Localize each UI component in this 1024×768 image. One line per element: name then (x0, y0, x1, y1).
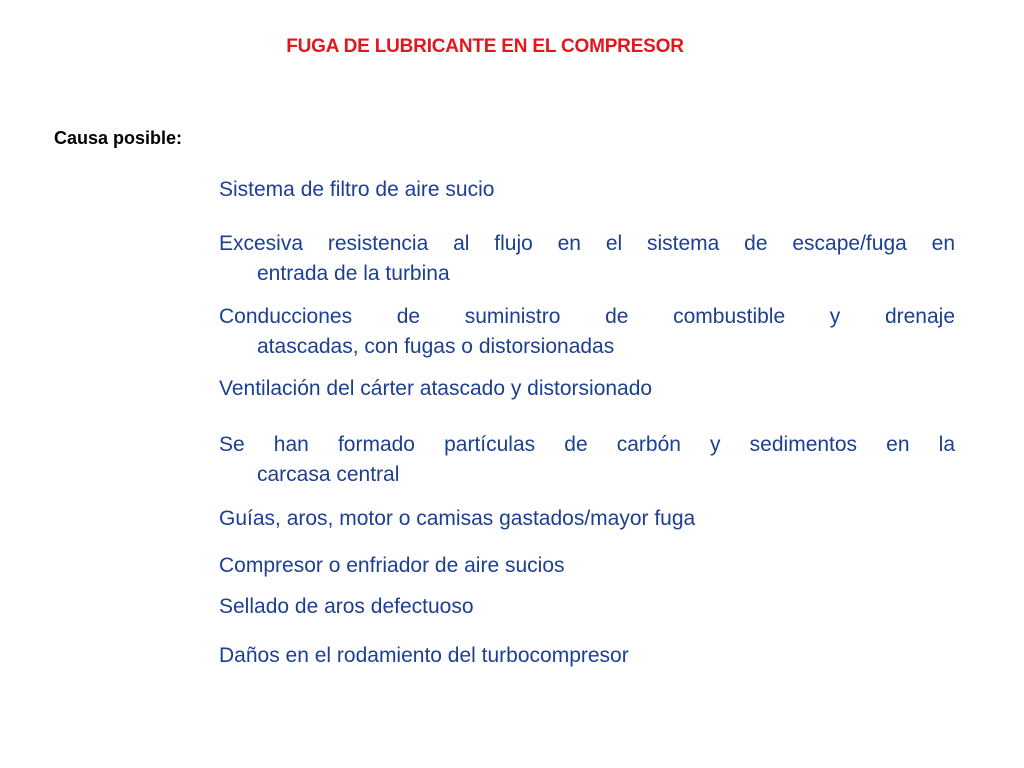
cause-text: Compresor o enfriador de aire sucios (219, 554, 565, 577)
cause-text: Sellado de aros defectuoso (219, 595, 474, 618)
cause-text: Conducciones de suministro de combustible y drenaje (219, 305, 955, 328)
cause-item (219, 175, 955, 205)
cause-text: Se han formado partículas de carbón y sedimentos en la (219, 433, 955, 456)
cause-item (219, 551, 955, 581)
cause-item (219, 504, 955, 534)
cause-text-continued: entrada de la turbina (257, 262, 450, 285)
cause-text-continued: atascadas, con fugas o distorsionadas (257, 335, 615, 358)
cause-text: Ventilación del cárter atascado y distorsionado (219, 377, 653, 400)
cause-text: Guías, aros, motor o camisas gastados/mayor fuga (219, 507, 696, 530)
causes-label: Causa posible: (54, 128, 183, 148)
cause-item (219, 592, 955, 622)
cause-text: Sistema de filtro de aire sucio (219, 178, 495, 201)
cause-item (219, 374, 955, 404)
cause-text-continued: carcasa central (257, 463, 400, 486)
slide-title: FUGA DE LUBRICANTE EN EL COMPRESOR (286, 36, 684, 57)
cause-text: Daños en el rodamiento del turbocompresor (219, 644, 629, 667)
cause-item (219, 641, 955, 671)
cause-item (219, 229, 955, 289)
cause-item (219, 430, 955, 490)
cause-text: Excesiva resistencia al flujo en el sistema de escape/fuga en (219, 232, 955, 255)
cause-item (219, 302, 955, 362)
